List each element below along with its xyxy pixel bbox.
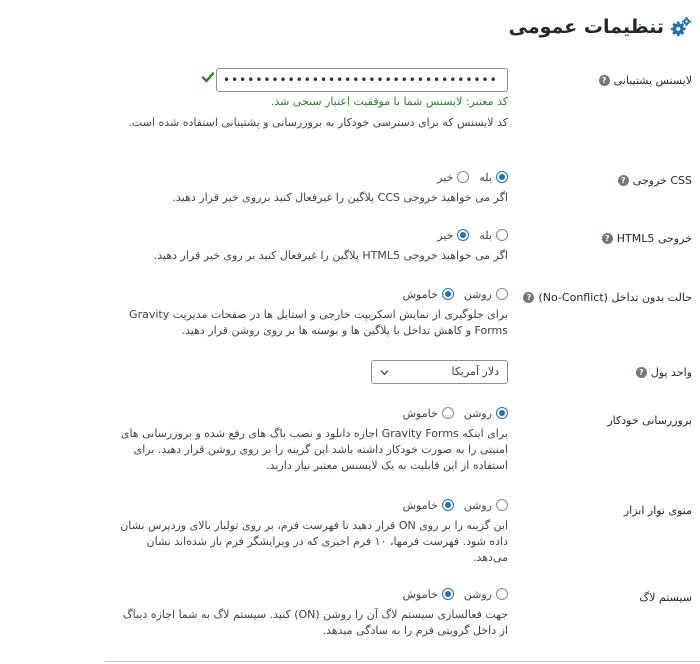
radio-button[interactable]	[496, 171, 508, 183]
css-output-label: CSS خروجی ?	[542, 174, 692, 187]
license-description: کد لایسنس که برای دسترسی خودکار به بروزرسانی و پشتیبانی استفاده شده است.	[128, 116, 508, 129]
page-title	[509, 14, 692, 40]
toolbar-menu-off[interactable]: خاموش	[403, 499, 454, 512]
gears-icon	[670, 16, 692, 38]
help-icon[interactable]: ?	[602, 233, 613, 244]
page-title-text: تنظیمات عمومی	[508, 16, 664, 38]
radio-button[interactable]	[496, 588, 508, 600]
css-output-description: اگر می خواهید خروجی CCS پلاگین را غیرفعال کنید برروی خیر قرار دهید.	[172, 191, 508, 204]
html5-output-no[interactable]: خیر	[437, 229, 469, 242]
radio-button[interactable]	[442, 288, 454, 300]
logging-label: سیستم لاگ	[639, 591, 692, 604]
auto-update-description: برای اینکه Gravity Forms اجازه دانلود و نصب باگ های رفع شده و بروزرسانی های امنیتی را به صورت خودکار داشته باشد این گزینه را بر روی روشن قرار دهید. برای استفاده از این قابلیت به یک لایسنس معتبر نیاز دارید.	[120, 427, 508, 472]
help-icon[interactable]: ?	[636, 367, 647, 378]
logging-off[interactable]: خاموش	[403, 588, 454, 601]
html5-output-yes[interactable]: بله	[479, 229, 508, 242]
help-icon[interactable]: ?	[618, 175, 629, 186]
radio-button[interactable]	[496, 229, 508, 241]
radio-button[interactable]	[457, 229, 469, 241]
license-status: کد معتبر: لایسنس شما با موفقیت اعتبار سنجی شد.	[270, 95, 508, 108]
html5-output-description: اگر می خواهید خروجی HTML5 پلاگین را غیرفعال کنید بر روی خیر قرار دهید.	[153, 249, 508, 262]
no-conflict-on[interactable]: روشن	[464, 288, 508, 301]
toolbar-menu-label: منوی نوار ابزار	[623, 504, 692, 517]
no-conflict-description: برای جلوگیری از نمایش اسکریپت خارجی و استایل ها در صفحات مدیریت Gravity Forms و کاهش تداخل با پلاگین ها و بوسته ها بر روی روشن قرار دهید.	[129, 308, 508, 337]
html5-output-label: خروجی HTML5 ?	[542, 232, 692, 245]
help-icon[interactable]: ?	[523, 292, 534, 303]
radio-button[interactable]	[442, 499, 454, 511]
toolbar-menu-description: این گزینه را بر روی ON قرار دهید تا فهرست فرم، بر روی تولبار بالای وردپرس نشان داده شود. فهرست فرمها، ۱۰ فرم اخیری که در ویرایشگر فرم باز شده‌اند نشان می‌دهد.	[120, 519, 508, 564]
currency-label: واحد پول ?	[542, 366, 692, 379]
currency-select[interactable]: دلار آمریکا	[371, 360, 508, 384]
license-label: لایسنس پشتیبانی ?	[542, 74, 692, 87]
divider	[105, 661, 700, 662]
css-output-yes[interactable]: بله	[479, 171, 508, 184]
radio-button[interactable]	[496, 288, 508, 300]
logging-on[interactable]: روشن	[464, 588, 508, 601]
checkmark-icon	[201, 70, 215, 84]
no-conflict-label: حالت بدون تداخل (No-Conflict) ?	[522, 291, 692, 304]
radio-button[interactable]	[442, 588, 454, 600]
radio-button[interactable]	[457, 171, 469, 183]
radio-button[interactable]	[496, 499, 508, 511]
auto-update-label: بروزرسانی خودکار	[607, 414, 692, 427]
auto-update-off[interactable]: خاموش	[403, 407, 454, 420]
radio-button[interactable]	[496, 407, 508, 419]
no-conflict-off[interactable]: خاموش	[403, 288, 454, 301]
license-key-input[interactable]: ••••••••••••••••••••••••••••••••••	[216, 68, 508, 92]
toolbar-menu-on[interactable]: روشن	[464, 499, 508, 512]
chevron-down-icon	[380, 368, 389, 377]
help-icon[interactable]: ?	[599, 75, 610, 86]
auto-update-on[interactable]: روشن	[464, 407, 508, 420]
radio-button[interactable]	[442, 407, 454, 419]
logging-description: جهت فعالسازی سیستم لاگ آن را روشن (ON) کنید. سیستم لاگ به شما اجازه دیباگ از داخل گرویتی فرم را به سادگی میدهد.	[122, 608, 508, 637]
css-output-no[interactable]: خیر	[437, 171, 469, 184]
